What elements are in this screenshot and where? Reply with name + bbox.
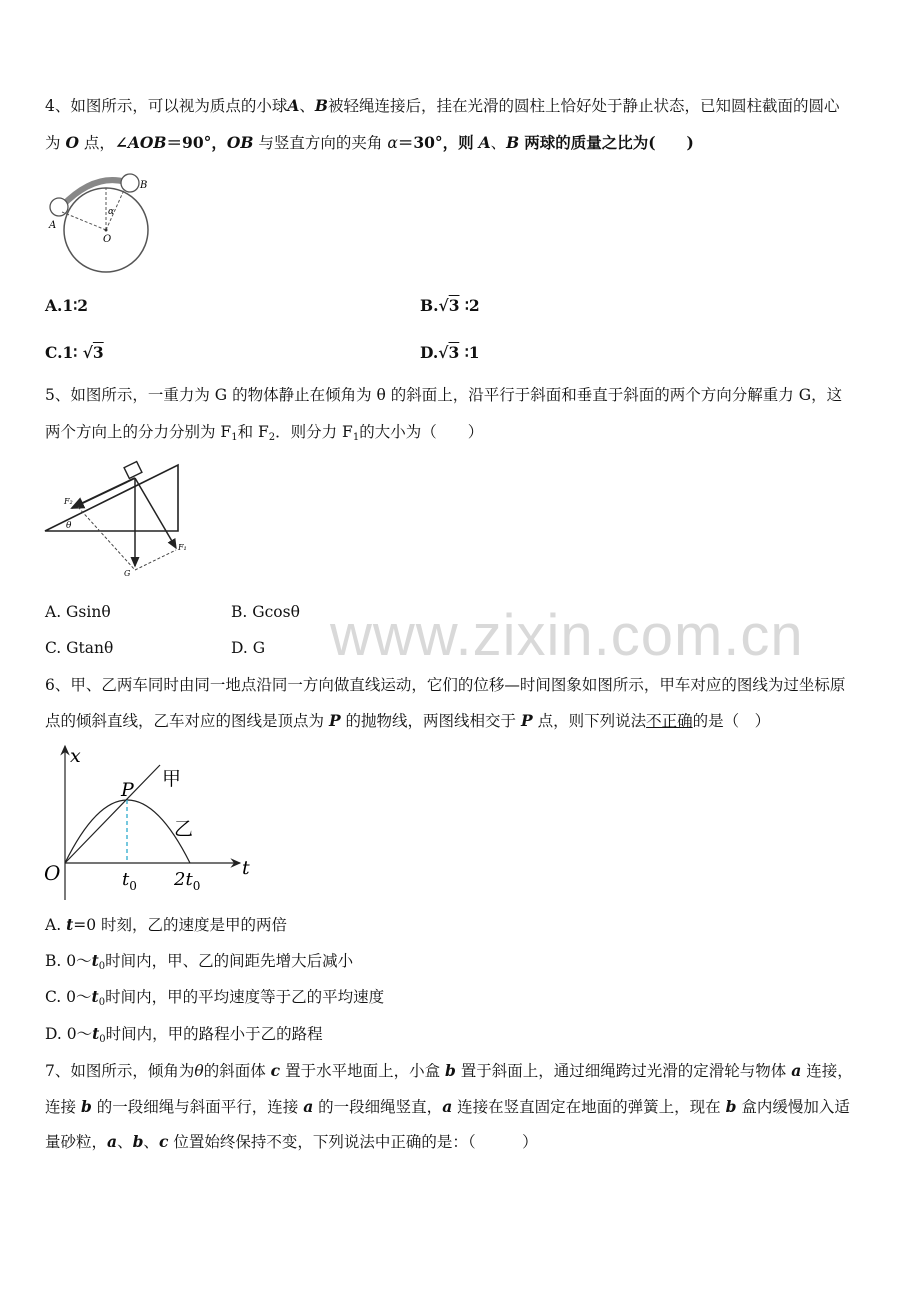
text: 时间内，甲的平均速度等于乙的平均速度 xyxy=(105,988,385,1006)
line-yi-label: 乙 xyxy=(174,818,194,840)
text: 和 F xyxy=(237,423,269,441)
text: a xyxy=(303,1097,314,1116)
sqrt-icon: √ xyxy=(438,343,449,362)
text: 点，则下列说法 xyxy=(537,712,647,730)
text: 被轻绳连接后，挂在光滑的圆柱上恰好处于静止状态，已知圆柱截面的圆心 xyxy=(328,97,840,115)
text: b xyxy=(80,1097,92,1116)
text: 3 xyxy=(92,343,104,362)
text: 、 xyxy=(143,1133,159,1151)
text: 的斜面体 xyxy=(203,1062,266,1080)
text: ∶1 xyxy=(464,343,480,362)
text: C. 0～ xyxy=(45,988,92,1006)
text: 置于斜面上，通过细绳跨过光滑的定滑轮与物体 xyxy=(460,1062,787,1080)
text: 位置始终保持不变，下列说法中正确的是：（ ） xyxy=(173,1133,538,1151)
text: A. xyxy=(45,916,67,934)
q7-stem-line3 xyxy=(45,1132,538,1152)
text: 与竖直方向的夹角 xyxy=(258,134,383,152)
text: 时间内，甲的路程小于乙的路程 xyxy=(105,1025,323,1043)
text: O xyxy=(65,133,79,152)
text: A.1∶2 xyxy=(45,296,89,315)
text: 、 xyxy=(490,134,507,152)
text: A xyxy=(287,96,300,115)
text: 连接在竖直固定在地面的弹簧上，现在 xyxy=(457,1098,721,1116)
text: B xyxy=(506,133,520,152)
label-o: O xyxy=(103,234,112,245)
q4-stem-line1 xyxy=(45,96,840,116)
y-axis-label: x xyxy=(70,745,81,767)
text: P xyxy=(328,711,341,730)
q6-option-a[interactable] xyxy=(45,915,287,935)
text: 3 xyxy=(448,296,460,315)
q6-stem-line1 xyxy=(45,675,845,695)
text: 2t xyxy=(174,869,193,890)
text: 0 xyxy=(129,879,137,893)
text: A xyxy=(478,133,491,152)
text: 0 xyxy=(192,879,201,893)
text: 、 xyxy=(117,1133,133,1151)
q4-option-a[interactable] xyxy=(45,296,88,316)
q5-stem-line2 xyxy=(45,422,483,442)
2t0-tick-label xyxy=(173,869,200,893)
text: 点， xyxy=(83,134,115,152)
text: 不正确 xyxy=(646,712,693,730)
q4-option-b[interactable] xyxy=(420,296,480,316)
q7-stem-line2 xyxy=(45,1097,850,1117)
label-a: A xyxy=(49,220,57,231)
text: D. xyxy=(420,343,439,362)
label-f2: F₂ xyxy=(64,497,73,506)
text: 的一段细绳与斜面平行，连接 xyxy=(96,1098,299,1116)
text: t xyxy=(91,951,99,970)
text: α xyxy=(387,134,398,152)
q4-stem-line2 xyxy=(45,133,694,153)
text: ＝90°， xyxy=(166,133,227,152)
q5-option-c[interactable] xyxy=(45,638,113,658)
text: a xyxy=(791,1061,802,1080)
text: 置于水平地面上，小盒 xyxy=(285,1062,441,1080)
text: ．则分力 F xyxy=(275,423,353,441)
text: B. 0～ xyxy=(45,952,92,970)
origin-label: O xyxy=(44,861,61,885)
q6-option-b[interactable] xyxy=(45,951,353,971)
text: 的一段细绳竖直， xyxy=(318,1098,443,1116)
q5-option-a[interactable] xyxy=(45,602,111,622)
line-jia-label: 甲 xyxy=(162,768,182,790)
text: B. Gcosθ xyxy=(231,603,300,621)
text: 两个方向上的分力分别为 F xyxy=(45,423,232,441)
label-theta: θ xyxy=(66,521,72,531)
q6-option-c[interactable] xyxy=(45,987,384,1007)
text: t xyxy=(122,869,130,890)
text: t xyxy=(91,987,99,1006)
q6-xt-graph xyxy=(40,740,260,905)
text: b xyxy=(132,1132,144,1151)
label-g: G xyxy=(124,569,131,578)
text: 的抛物线，两图线相交于 xyxy=(345,712,517,730)
text: C. Gtanθ xyxy=(45,639,114,657)
text: 量砂粒， xyxy=(45,1133,108,1151)
text: 0 xyxy=(98,961,106,972)
text: 0 xyxy=(99,1034,106,1045)
text: 1 xyxy=(231,432,238,443)
x-axis-label: t xyxy=(242,857,250,879)
text: 3 xyxy=(448,343,460,362)
text: B xyxy=(314,96,329,115)
text: t xyxy=(92,1024,100,1043)
text: D. 0～ xyxy=(45,1025,93,1043)
text: B. xyxy=(420,296,439,315)
q6-option-d[interactable] xyxy=(45,1024,323,1044)
text: 、 xyxy=(299,97,315,115)
text: 4、如图所示，可以视为质点的小球 xyxy=(45,97,288,115)
text: P xyxy=(521,711,533,730)
text: b xyxy=(725,1097,737,1116)
text: OB xyxy=(226,133,254,152)
text: D. G xyxy=(231,639,266,657)
text: 1 xyxy=(352,432,360,443)
text: 7、如图所示，倾角为 xyxy=(45,1062,195,1080)
text: a xyxy=(107,1132,118,1151)
text: a xyxy=(442,1097,453,1116)
text: 2 xyxy=(268,432,276,443)
sqrt-icon: √ xyxy=(438,296,449,315)
text: C.1∶ xyxy=(45,343,78,362)
text: 6、甲、乙两车同时由同一地点沿同一方向做直线运动，它们的位移—时间图象如图所示，甲车对应的图线为过坐标原 xyxy=(45,676,846,694)
q7-stem-line1 xyxy=(45,1061,853,1081)
label-b: B xyxy=(140,180,148,191)
q5-incline-figure xyxy=(42,460,192,582)
q4-option-d[interactable] xyxy=(420,343,480,363)
text: 的大小为（ ） xyxy=(359,423,484,441)
q5-option-b[interactable] xyxy=(231,602,300,622)
text: 5、如图所示，一重力为 G 的物体静止在倾角为 θ 的斜面上，沿平行于斜面和垂直于斜面的两个方向分解重力 G，这 xyxy=(45,386,843,404)
text: 0 xyxy=(98,997,106,1008)
text: ∶2 xyxy=(464,296,480,315)
q4-cylinder-figure xyxy=(44,168,164,276)
text: 的是（ ） xyxy=(692,712,771,730)
text: 点的倾斜直线，乙车对应的图线是顶点为 xyxy=(45,712,325,730)
text: 连接， xyxy=(806,1062,853,1080)
text: A. Gsinθ xyxy=(45,603,111,621)
point-p-label: P xyxy=(121,779,134,801)
text: 盒内缓慢加入适 xyxy=(741,1098,850,1116)
q4-option-c[interactable] xyxy=(45,343,104,363)
text: c xyxy=(270,1061,281,1080)
text: t xyxy=(66,915,74,934)
label-f1: F₁ xyxy=(178,543,187,552)
text: ∠AOB xyxy=(114,133,167,152)
q5-stem-line1 xyxy=(45,385,842,405)
text: =0 时刻，乙的速度是甲的两倍 xyxy=(73,916,288,934)
text: θ xyxy=(194,1062,204,1080)
text: 为 xyxy=(45,134,61,152)
text: b xyxy=(445,1061,456,1080)
text: 时间内，甲、乙的间距先增大后减小 xyxy=(105,952,354,970)
label-alpha: α xyxy=(108,207,115,217)
q6-stem-line2 xyxy=(45,711,770,731)
watermark: www.zixin.com.cn xyxy=(330,603,804,668)
text: 连接 xyxy=(45,1098,77,1116)
q5-option-d[interactable] xyxy=(231,638,265,658)
sqrt-icon: √ xyxy=(82,343,93,362)
text: ＝30°，则 xyxy=(397,133,474,152)
text: 两球的质量之比为( ) xyxy=(524,133,694,152)
t0-tick-label xyxy=(122,869,137,893)
text: c xyxy=(158,1132,169,1151)
